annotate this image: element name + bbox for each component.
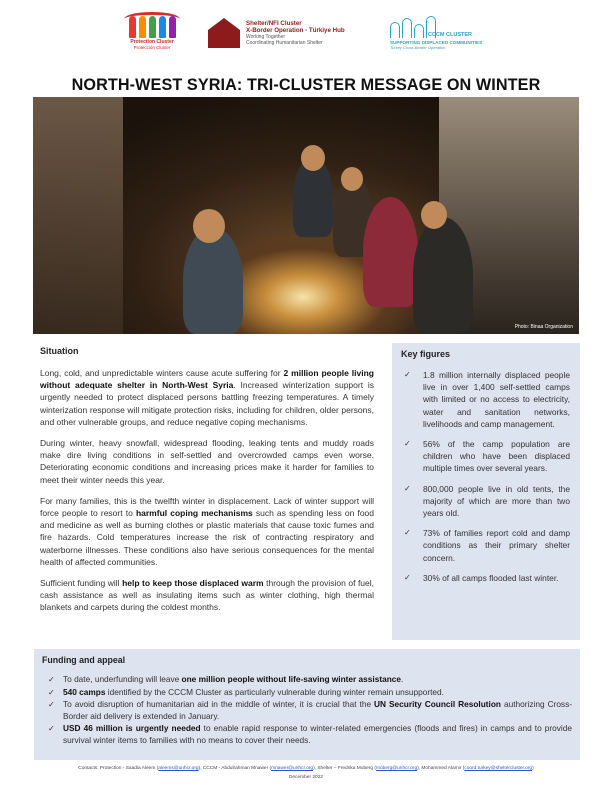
funding-item: ✓ To avoid disruption of humanitarian aid in the middle of winter, it is crucial that the UN Security Council Resolution authorizing Cross-Border aid delivery is extended in January.	[42, 699, 572, 722]
check-icon: ✓	[48, 687, 55, 697]
logo-text: SUPPORTING DISPLACED COMMUNITIES	[390, 40, 483, 45]
funding-appeal-panel	[34, 649, 580, 760]
key-figure-item: ✓ 1.8 million internally displaced people live in over 1,400 self-settled camps with limited or no access to electricity, water and sanitation networks, livelihoods and camp management.	[401, 369, 570, 430]
check-icon: ✓	[404, 572, 411, 582]
header-logos	[0, 12, 612, 62]
situation-paragraph: Sufficient funding will help to keep those displaced warm through the provision of fuel, cash assistance as well as insulating items such as winter clothing, high thermal blankets and carpets during the coldest months.	[40, 578, 375, 613]
photo-tent-wall	[33, 97, 123, 334]
photo-face	[301, 145, 325, 171]
logo-figures	[112, 16, 192, 38]
photo-face	[421, 201, 447, 229]
check-icon: ✓	[404, 370, 411, 379]
figure-shape	[139, 16, 146, 38]
logo-text: Protección Cluster	[133, 45, 171, 50]
logo-text: Protection Cluster	[130, 39, 174, 45]
house-icon	[208, 18, 240, 48]
funding-heading: Funding and appeal	[42, 655, 126, 665]
logo-text: Coordinating Humanitarian Shelter	[246, 40, 323, 46]
photo-credit: Photo: Binaa Organization	[514, 324, 573, 330]
logo-text: Turkey Cross-Border Operation	[390, 45, 446, 50]
situation-paragraph: Long, cold, and unpredictable winters cause acute suffering for 2 million people living without adequate shelter in North-West Syria. Increased winterization support is urgently needed to protect displaced persons battling freezing temperatures. A timely winterization response will mitigate protection risks, including for children, older persons, and other vulnerable groups, and reduce negative coping mechanisms.	[40, 368, 375, 427]
situation-paragraph: During winter, heavy snowfall, widespread flooding, leaking tents and muddy roads make dire living conditions in self-settled and overcrowded camps even worse. Deteriorating economic conditions and increasing prices make it harder for families to meet their winter needs this year.	[40, 438, 374, 485]
figure-shape	[129, 16, 136, 38]
check-icon: ✓	[48, 700, 55, 709]
check-icon: ✓	[404, 528, 411, 538]
situation-paragraph: For many families, this is the twelfth winter in displacement. Lack of winter support will force people to resort to harmful coping mechanisms such as spending less on food and medicine as well as burning clothes or plastic materials that cause toxic fumes and fire hazards. Cold temperatures increase the risk of contracting respiratory and waterborne illnesses. These conditions also have serious consequences for the mental health of affected communities.	[40, 495, 375, 567]
photo-child	[183, 227, 243, 334]
situation-section	[40, 346, 374, 623]
figure-shape	[159, 16, 166, 38]
figure-shape	[149, 16, 156, 38]
funding-item: ✓ To date, underfunding will leave one million people without life-saving winter assistance.	[42, 674, 572, 686]
logo-text: X-Border Operation - Türkiye Hub	[246, 27, 345, 34]
key-figure-item: ✓ 56% of the camp population are children who have been displaced multiple times over several years.	[401, 438, 570, 475]
key-figure-item: ✓ 73% of families report cold and damp conditions as their primary shelter concern.	[401, 527, 570, 564]
key-figure-item: ✓ 800,000 people live in old tents, the majority of which are more than two years old.	[401, 483, 570, 520]
key-figure-item: ✓ 30% of all camps flooded last winter.	[401, 572, 570, 584]
situation-heading: Situation	[40, 346, 79, 356]
logo-text: CCCM CLUSTER	[428, 32, 472, 38]
check-icon: ✓	[404, 439, 411, 449]
shelter-cluster-logo	[208, 12, 378, 58]
key-figures-panel	[392, 343, 580, 640]
key-figures-heading: Key figures	[401, 349, 451, 359]
footer-date: December 2022	[288, 775, 324, 780]
photo-face	[341, 167, 363, 191]
email-link[interactable]: aleems@unhcr.org	[158, 766, 199, 771]
funding-item: ✓ USD 46 million is urgently needed to enable rapid response to winter-related emergencies (floods and fires) in camps and to provide survival winter items to families with no means to cover their needs.	[42, 723, 572, 746]
funding-item: ✓ 540 camps identified by the CCCM Cluster as particularly vulnerable during winter remain unsupported.	[42, 687, 572, 699]
hero-photo	[33, 97, 579, 334]
footer	[0, 766, 612, 780]
page-title: NORTH-WEST SYRIA: TRI-CLUSTER MESSAGE ON WINTER	[71, 76, 541, 94]
photo-child	[363, 197, 418, 307]
email-link[interactable]: moberg@unhcr.org	[375, 766, 418, 771]
logo-text: Shelter/NFI Cluster	[246, 20, 302, 27]
check-icon: ✓	[48, 724, 55, 733]
email-link[interactable]: coord.turkey@sheltercluster.org	[464, 766, 533, 771]
photo-face	[193, 209, 225, 243]
logo-text: Working Together	[246, 34, 286, 40]
protection-cluster-logo	[112, 12, 192, 58]
cccm-cluster-logo	[390, 12, 510, 58]
check-icon: ✓	[48, 675, 55, 684]
check-icon: ✓	[404, 483, 411, 493]
figure-shape	[169, 16, 176, 38]
contacts-line: Contacts: Protection - Saadia Aleem (aleems@unhcr.org), CCCM - Abdulrahman Mnawer (mnawer@unhcr.org), Shelter – Fredrika Moberg (moberg@unhcr.org), Mohammed Alamir (coord.turkey@sheltercluster.org)	[78, 766, 534, 771]
email-link[interactable]: mnawer@unhcr.org	[271, 766, 314, 771]
photo-child	[413, 217, 473, 334]
